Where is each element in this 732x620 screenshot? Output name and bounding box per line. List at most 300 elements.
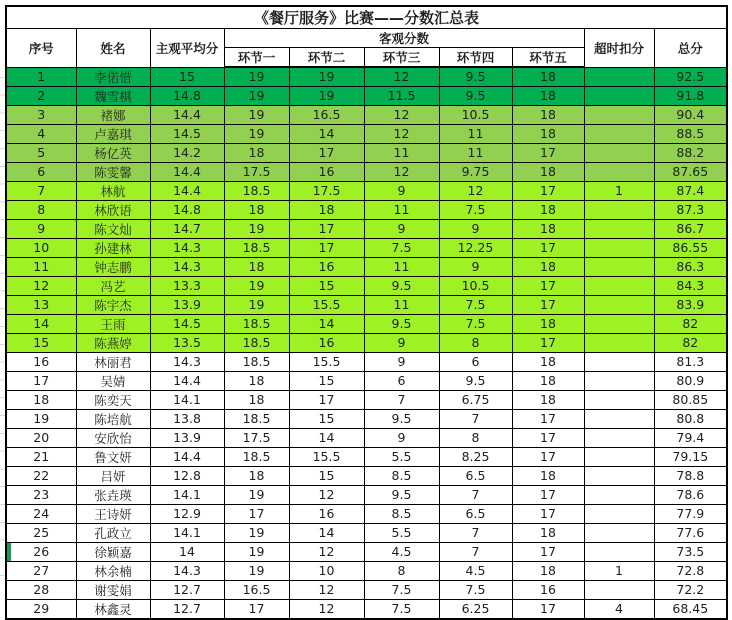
cell-segment-2[interactable]: 15 (289, 371, 364, 390)
cell-overtime[interactable] (584, 143, 654, 162)
cell-segment-2[interactable]: 14 (289, 314, 364, 333)
cell-overtime[interactable] (584, 390, 654, 409)
cell-subjective[interactable]: 14 (150, 542, 224, 561)
cell-segment-2[interactable]: 15.5 (289, 447, 364, 466)
cell-segment-3[interactable]: 4.5 (364, 542, 439, 561)
cell-subjective[interactable]: 14.3 (150, 238, 224, 257)
cell-subjective[interactable]: 13.9 (150, 295, 224, 314)
cell-segment-1[interactable]: 18.5 (224, 409, 289, 428)
cell-subjective[interactable]: 14.4 (150, 371, 224, 390)
cell-no[interactable]: 12 (6, 276, 76, 295)
cell-total[interactable]: 86.7 (654, 219, 727, 238)
cell-segment-2[interactable]: 10 (289, 561, 364, 580)
cell-segment-3[interactable]: 12 (364, 67, 439, 86)
cell-total[interactable]: 87.4 (654, 181, 727, 200)
cell-segment-3[interactable]: 9.5 (364, 314, 439, 333)
cell-name[interactable]: 杨亿英 (76, 143, 150, 162)
cell-segment-4[interactable]: 9 (439, 257, 512, 276)
header-segment-3[interactable]: 环节三 (364, 48, 439, 68)
cell-segment-2[interactable]: 14 (289, 428, 364, 447)
cell-segment-5[interactable]: 18 (512, 86, 584, 105)
cell-subjective[interactable]: 14.4 (150, 447, 224, 466)
cell-overtime[interactable] (584, 257, 654, 276)
cell-name[interactable]: 王诗妍 (76, 504, 150, 523)
cell-overtime[interactable] (584, 504, 654, 523)
cell-total[interactable]: 87.3 (654, 200, 727, 219)
cell-segment-3[interactable]: 5.5 (364, 523, 439, 542)
cell-no[interactable]: 13 (6, 295, 76, 314)
cell-no[interactable]: 21 (6, 447, 76, 466)
cell-total[interactable]: 80.9 (654, 371, 727, 390)
cell-segment-1[interactable]: 18.5 (224, 352, 289, 371)
cell-overtime[interactable] (584, 409, 654, 428)
cell-total[interactable]: 79.15 (654, 447, 727, 466)
cell-segment-4[interactable]: 12.25 (439, 238, 512, 257)
cell-segment-2[interactable]: 12 (289, 599, 364, 619)
cell-segment-5[interactable]: 17 (512, 428, 584, 447)
cell-total[interactable]: 82 (654, 314, 727, 333)
cell-total[interactable]: 79.4 (654, 428, 727, 447)
cell-segment-3[interactable]: 9.5 (364, 409, 439, 428)
cell-segment-3[interactable]: 8 (364, 561, 439, 580)
cell-overtime[interactable] (584, 105, 654, 124)
cell-segment-2[interactable]: 17.5 (289, 181, 364, 200)
cell-no[interactable]: 19 (6, 409, 76, 428)
cell-segment-4[interactable]: 7 (439, 485, 512, 504)
cell-no[interactable]: 7 (6, 181, 76, 200)
cell-segment-3[interactable]: 12 (364, 162, 439, 181)
cell-segment-4[interactable]: 10.5 (439, 276, 512, 295)
header-segment-2[interactable]: 环节二 (289, 48, 364, 68)
cell-overtime[interactable] (584, 333, 654, 352)
cell-no[interactable]: 18 (6, 390, 76, 409)
cell-subjective[interactable]: 14.4 (150, 181, 224, 200)
cell-segment-5[interactable]: 17 (512, 276, 584, 295)
cell-segment-3[interactable]: 12 (364, 105, 439, 124)
cell-segment-3[interactable]: 11 (364, 295, 439, 314)
cell-subjective[interactable]: 14.2 (150, 143, 224, 162)
cell-name[interactable]: 王雨 (76, 314, 150, 333)
cell-overtime[interactable] (584, 67, 654, 86)
cell-no[interactable]: 24 (6, 504, 76, 523)
cell-segment-1[interactable]: 18.5 (224, 181, 289, 200)
cell-segment-4[interactable]: 6 (439, 352, 512, 371)
cell-overtime[interactable] (584, 124, 654, 143)
cell-segment-5[interactable]: 17 (512, 333, 584, 352)
cell-segment-1[interactable]: 18 (224, 143, 289, 162)
cell-overtime[interactable]: 4 (584, 599, 654, 619)
cell-segment-1[interactable]: 19 (224, 561, 289, 580)
cell-subjective[interactable]: 13.9 (150, 428, 224, 447)
cell-segment-3[interactable]: 9.5 (364, 485, 439, 504)
cell-name[interactable]: 张垚瑛 (76, 485, 150, 504)
cell-segment-1[interactable]: 18 (224, 371, 289, 390)
cell-no[interactable]: 22 (6, 466, 76, 485)
header-objective-group[interactable]: 客观分数 (224, 29, 584, 48)
cell-segment-2[interactable]: 15 (289, 466, 364, 485)
cell-segment-4[interactable]: 8 (439, 428, 512, 447)
cell-overtime[interactable] (584, 86, 654, 105)
cell-subjective[interactable]: 14.5 (150, 314, 224, 333)
cell-no[interactable]: 6 (6, 162, 76, 181)
cell-total[interactable]: 83.9 (654, 295, 727, 314)
cell-segment-2[interactable]: 17 (289, 143, 364, 162)
cell-subjective[interactable]: 14.1 (150, 485, 224, 504)
cell-segment-2[interactable]: 15.5 (289, 352, 364, 371)
cell-no[interactable]: 10 (6, 238, 76, 257)
cell-subjective[interactable]: 12.8 (150, 466, 224, 485)
cell-total[interactable]: 78.8 (654, 466, 727, 485)
cell-no[interactable]: 27 (6, 561, 76, 580)
cell-overtime[interactable] (584, 466, 654, 485)
cell-overtime[interactable] (584, 162, 654, 181)
cell-total[interactable]: 82 (654, 333, 727, 352)
cell-overtime[interactable] (584, 523, 654, 542)
cell-segment-3[interactable]: 9.5 (364, 276, 439, 295)
cell-no[interactable]: 20 (6, 428, 76, 447)
cell-total[interactable]: 88.5 (654, 124, 727, 143)
cell-segment-5[interactable]: 17 (512, 504, 584, 523)
cell-overtime[interactable] (584, 314, 654, 333)
cell-segment-5[interactable]: 18 (512, 200, 584, 219)
cell-total[interactable]: 91.8 (654, 86, 727, 105)
cell-total[interactable]: 81.3 (654, 352, 727, 371)
cell-subjective[interactable]: 14.4 (150, 105, 224, 124)
cell-subjective[interactable]: 13.3 (150, 276, 224, 295)
cell-name[interactable]: 林鑫灵 (76, 599, 150, 619)
cell-segment-1[interactable]: 16.5 (224, 580, 289, 599)
cell-segment-2[interactable]: 14 (289, 523, 364, 542)
cell-name[interactable]: 林丽君 (76, 352, 150, 371)
cell-segment-4[interactable]: 9.5 (439, 86, 512, 105)
cell-segment-5[interactable]: 18 (512, 390, 584, 409)
cell-subjective[interactable]: 14.3 (150, 561, 224, 580)
cell-segment-1[interactable]: 18.5 (224, 314, 289, 333)
cell-no[interactable]: 5 (6, 143, 76, 162)
cell-segment-4[interactable]: 8.25 (439, 447, 512, 466)
cell-segment-1[interactable]: 19 (224, 86, 289, 105)
cell-segment-5[interactable]: 18 (512, 67, 584, 86)
cell-segment-1[interactable]: 19 (224, 276, 289, 295)
cell-segment-1[interactable]: 19 (224, 542, 289, 561)
cell-no[interactable]: 4 (6, 124, 76, 143)
cell-overtime[interactable] (584, 200, 654, 219)
cell-segment-5[interactable]: 17 (512, 295, 584, 314)
cell-overtime[interactable] (584, 295, 654, 314)
cell-segment-1[interactable]: 17 (224, 599, 289, 619)
cell-overtime[interactable] (584, 219, 654, 238)
cell-total[interactable]: 72.8 (654, 561, 727, 580)
cell-overtime[interactable]: 1 (584, 181, 654, 200)
header-overtime[interactable]: 超时扣分 (584, 29, 654, 68)
cell-segment-5[interactable]: 17 (512, 485, 584, 504)
cell-total[interactable]: 87.65 (654, 162, 727, 181)
cell-segment-2[interactable]: 16 (289, 257, 364, 276)
cell-name[interactable]: 吕妍 (76, 466, 150, 485)
cell-segment-5[interactable]: 18 (512, 352, 584, 371)
cell-segment-5[interactable]: 17 (512, 181, 584, 200)
cell-segment-5[interactable]: 17 (512, 143, 584, 162)
cell-segment-4[interactable]: 9.5 (439, 371, 512, 390)
cell-subjective[interactable]: 14.1 (150, 390, 224, 409)
cell-name[interactable]: 徐颖嘉 (76, 542, 150, 561)
cell-total[interactable]: 86.3 (654, 257, 727, 276)
cell-segment-2[interactable]: 14 (289, 124, 364, 143)
cell-total[interactable]: 92.5 (654, 67, 727, 86)
cell-segment-1[interactable]: 18 (224, 257, 289, 276)
cell-segment-2[interactable]: 19 (289, 86, 364, 105)
cell-segment-3[interactable]: 5.5 (364, 447, 439, 466)
cell-segment-1[interactable]: 19 (224, 124, 289, 143)
cell-segment-3[interactable]: 11 (364, 257, 439, 276)
cell-segment-2[interactable]: 18 (289, 200, 364, 219)
cell-segment-3[interactable]: 9 (364, 181, 439, 200)
cell-name[interactable]: 谢雯娟 (76, 580, 150, 599)
cell-overtime[interactable] (584, 542, 654, 561)
cell-segment-3[interactable]: 8.5 (364, 466, 439, 485)
cell-segment-2[interactable]: 17 (289, 390, 364, 409)
cell-subjective[interactable]: 12.9 (150, 504, 224, 523)
cell-name[interactable]: 钟志鹏 (76, 257, 150, 276)
cell-segment-3[interactable]: 9 (364, 333, 439, 352)
cell-segment-4[interactable]: 10.5 (439, 105, 512, 124)
cell-name[interactable]: 陈奕天 (76, 390, 150, 409)
cell-segment-1[interactable]: 19 (224, 67, 289, 86)
cell-no[interactable]: 8 (6, 200, 76, 219)
cell-name[interactable]: 李偌惜 (76, 67, 150, 86)
cell-segment-2[interactable]: 15 (289, 276, 364, 295)
cell-total[interactable]: 73.5 (654, 542, 727, 561)
cell-segment-4[interactable]: 11 (439, 143, 512, 162)
cell-subjective[interactable]: 14.4 (150, 162, 224, 181)
cell-segment-4[interactable]: 7.5 (439, 200, 512, 219)
cell-segment-1[interactable]: 19 (224, 105, 289, 124)
cell-name[interactable]: 林余楠 (76, 561, 150, 580)
cell-name[interactable]: 孙建林 (76, 238, 150, 257)
cell-no[interactable]: 26 (6, 542, 76, 561)
cell-segment-4[interactable]: 12 (439, 181, 512, 200)
cell-total[interactable]: 84.3 (654, 276, 727, 295)
cell-subjective[interactable]: 14.8 (150, 86, 224, 105)
header-name[interactable]: 姓名 (76, 29, 150, 68)
cell-segment-4[interactable]: 7.5 (439, 295, 512, 314)
cell-no[interactable]: 17 (6, 371, 76, 390)
cell-subjective[interactable]: 14.1 (150, 523, 224, 542)
cell-name[interactable]: 冯艺 (76, 276, 150, 295)
cell-segment-4[interactable]: 6.25 (439, 599, 512, 619)
cell-segment-1[interactable]: 18 (224, 466, 289, 485)
cell-no[interactable]: 3 (6, 105, 76, 124)
cell-name[interactable]: 陈燕婷 (76, 333, 150, 352)
cell-segment-1[interactable]: 19 (224, 295, 289, 314)
cell-segment-5[interactable]: 18 (512, 523, 584, 542)
cell-segment-2[interactable]: 16.5 (289, 105, 364, 124)
cell-overtime[interactable] (584, 371, 654, 390)
cell-overtime[interactable] (584, 428, 654, 447)
cell-segment-2[interactable]: 16 (289, 504, 364, 523)
cell-segment-3[interactable]: 11 (364, 200, 439, 219)
cell-name[interactable]: 陈文灿 (76, 219, 150, 238)
cell-segment-5[interactable]: 18 (512, 466, 584, 485)
cell-name[interactable]: 孔政立 (76, 523, 150, 542)
cell-overtime[interactable]: 1 (584, 561, 654, 580)
cell-total[interactable]: 80.85 (654, 390, 727, 409)
cell-name[interactable]: 褚娜 (76, 105, 150, 124)
cell-name[interactable]: 卢嘉琪 (76, 124, 150, 143)
cell-overtime[interactable] (584, 352, 654, 371)
cell-no[interactable]: 29 (6, 599, 76, 619)
cell-segment-5[interactable]: 17 (512, 447, 584, 466)
cell-total[interactable]: 77.6 (654, 523, 727, 542)
header-segment-1[interactable]: 环节一 (224, 48, 289, 68)
cell-subjective[interactable]: 14.8 (150, 200, 224, 219)
cell-segment-5[interactable]: 18 (512, 124, 584, 143)
cell-segment-2[interactable]: 19 (289, 67, 364, 86)
cell-total[interactable]: 88.2 (654, 143, 727, 162)
cell-subjective[interactable]: 13.5 (150, 333, 224, 352)
cell-segment-5[interactable]: 18 (512, 561, 584, 580)
header-no[interactable]: 序号 (6, 29, 76, 68)
cell-total[interactable]: 68.45 (654, 599, 727, 619)
cell-segment-2[interactable]: 17 (289, 219, 364, 238)
cell-segment-2[interactable]: 12 (289, 580, 364, 599)
cell-overtime[interactable] (584, 447, 654, 466)
cell-segment-2[interactable]: 16 (289, 162, 364, 181)
cell-subjective[interactable]: 14.5 (150, 124, 224, 143)
cell-segment-5[interactable]: 18 (512, 105, 584, 124)
cell-segment-4[interactable]: 9.75 (439, 162, 512, 181)
cell-segment-4[interactable]: 11 (439, 124, 512, 143)
cell-segment-5[interactable]: 16 (512, 580, 584, 599)
cell-segment-1[interactable]: 18.5 (224, 238, 289, 257)
cell-segment-5[interactable]: 18 (512, 314, 584, 333)
header-segment-5[interactable]: 环节五 (512, 48, 584, 68)
cell-segment-4[interactable]: 7 (439, 409, 512, 428)
cell-segment-5[interactable]: 17 (512, 238, 584, 257)
cell-total[interactable]: 90.4 (654, 105, 727, 124)
cell-no[interactable]: 1 (6, 67, 76, 86)
cell-total[interactable]: 86.55 (654, 238, 727, 257)
cell-segment-1[interactable]: 19 (224, 485, 289, 504)
cell-segment-2[interactable]: 15.5 (289, 295, 364, 314)
cell-segment-1[interactable]: 19 (224, 523, 289, 542)
cell-segment-3[interactable]: 9 (364, 428, 439, 447)
cell-segment-3[interactable]: 9 (364, 352, 439, 371)
cell-subjective[interactable]: 15 (150, 67, 224, 86)
cell-name[interactable]: 鲁文妍 (76, 447, 150, 466)
cell-segment-3[interactable]: 7 (364, 390, 439, 409)
header-subjective[interactable]: 主观平均分 (150, 29, 224, 68)
cell-segment-1[interactable]: 17.5 (224, 428, 289, 447)
cell-overtime[interactable] (584, 485, 654, 504)
cell-total[interactable]: 80.8 (654, 409, 727, 428)
cell-overtime[interactable] (584, 276, 654, 295)
cell-segment-1[interactable]: 18 (224, 390, 289, 409)
cell-total[interactable]: 72.2 (654, 580, 727, 599)
cell-segment-4[interactable]: 6.5 (439, 504, 512, 523)
cell-no[interactable]: 15 (6, 333, 76, 352)
cell-segment-4[interactable]: 7 (439, 542, 512, 561)
cell-segment-3[interactable]: 11 (364, 143, 439, 162)
cell-no[interactable]: 25 (6, 523, 76, 542)
cell-segment-5[interactable]: 18 (512, 257, 584, 276)
cell-name[interactable]: 陈培航 (76, 409, 150, 428)
cell-name[interactable]: 林航 (76, 181, 150, 200)
cell-name[interactable]: 陈宇杰 (76, 295, 150, 314)
cell-segment-5[interactable]: 17 (512, 542, 584, 561)
cell-segment-3[interactable]: 9 (364, 219, 439, 238)
cell-segment-3[interactable]: 8.5 (364, 504, 439, 523)
cell-segment-3[interactable]: 7.5 (364, 580, 439, 599)
cell-segment-5[interactable]: 18 (512, 219, 584, 238)
cell-segment-4[interactable]: 7.5 (439, 580, 512, 599)
cell-segment-3[interactable]: 6 (364, 371, 439, 390)
cell-subjective[interactable]: 12.7 (150, 599, 224, 619)
cell-segment-3[interactable]: 11.5 (364, 86, 439, 105)
cell-total[interactable]: 78.6 (654, 485, 727, 504)
cell-total[interactable]: 77.9 (654, 504, 727, 523)
cell-no[interactable]: 16 (6, 352, 76, 371)
cell-segment-2[interactable]: 15 (289, 409, 364, 428)
cell-overtime[interactable] (584, 238, 654, 257)
cell-no[interactable]: 14 (6, 314, 76, 333)
cell-segment-4[interactable]: 7.5 (439, 314, 512, 333)
cell-name[interactable]: 林欣语 (76, 200, 150, 219)
cell-name[interactable]: 吴婧 (76, 371, 150, 390)
cell-segment-4[interactable]: 9.5 (439, 67, 512, 86)
cell-subjective[interactable]: 14.7 (150, 219, 224, 238)
cell-overtime[interactable] (584, 580, 654, 599)
cell-segment-2[interactable]: 12 (289, 485, 364, 504)
cell-name[interactable]: 陈雯馨 (76, 162, 150, 181)
cell-segment-4[interactable]: 4.5 (439, 561, 512, 580)
cell-segment-1[interactable]: 18.5 (224, 447, 289, 466)
cell-subjective[interactable]: 14.3 (150, 352, 224, 371)
cell-segment-3[interactable]: 7.5 (364, 599, 439, 619)
cell-subjective[interactable]: 12.7 (150, 580, 224, 599)
cell-no[interactable]: 23 (6, 485, 76, 504)
cell-segment-5[interactable]: 18 (512, 162, 584, 181)
cell-segment-3[interactable]: 12 (364, 124, 439, 143)
cell-segment-4[interactable]: 7 (439, 523, 512, 542)
cell-segment-4[interactable]: 6.5 (439, 466, 512, 485)
cell-segment-5[interactable]: 17 (512, 599, 584, 619)
cell-segment-2[interactable]: 12 (289, 542, 364, 561)
header-total[interactable]: 总分 (654, 29, 727, 68)
cell-no[interactable]: 11 (6, 257, 76, 276)
cell-segment-4[interactable]: 9 (439, 219, 512, 238)
cell-name[interactable]: 魏雪棋 (76, 86, 150, 105)
cell-subjective[interactable]: 14.3 (150, 257, 224, 276)
cell-no[interactable]: 2 (6, 86, 76, 105)
cell-segment-1[interactable]: 17.5 (224, 162, 289, 181)
cell-no[interactable]: 9 (6, 219, 76, 238)
cell-name[interactable]: 安欣怡 (76, 428, 150, 447)
cell-segment-5[interactable]: 17 (512, 409, 584, 428)
cell-segment-4[interactable]: 6.75 (439, 390, 512, 409)
cell-segment-1[interactable]: 18 (224, 200, 289, 219)
cell-subjective[interactable]: 13.8 (150, 409, 224, 428)
cell-segment-2[interactable]: 16 (289, 333, 364, 352)
cell-segment-1[interactable]: 19 (224, 219, 289, 238)
cell-segment-5[interactable]: 18 (512, 371, 584, 390)
cell-no[interactable]: 28 (6, 580, 76, 599)
cell-segment-3[interactable]: 7.5 (364, 238, 439, 257)
cell-segment-1[interactable]: 18.5 (224, 333, 289, 352)
cell-segment-2[interactable]: 17 (289, 238, 364, 257)
cell-segment-1[interactable]: 17 (224, 504, 289, 523)
header-segment-4[interactable]: 环节四 (439, 48, 512, 68)
